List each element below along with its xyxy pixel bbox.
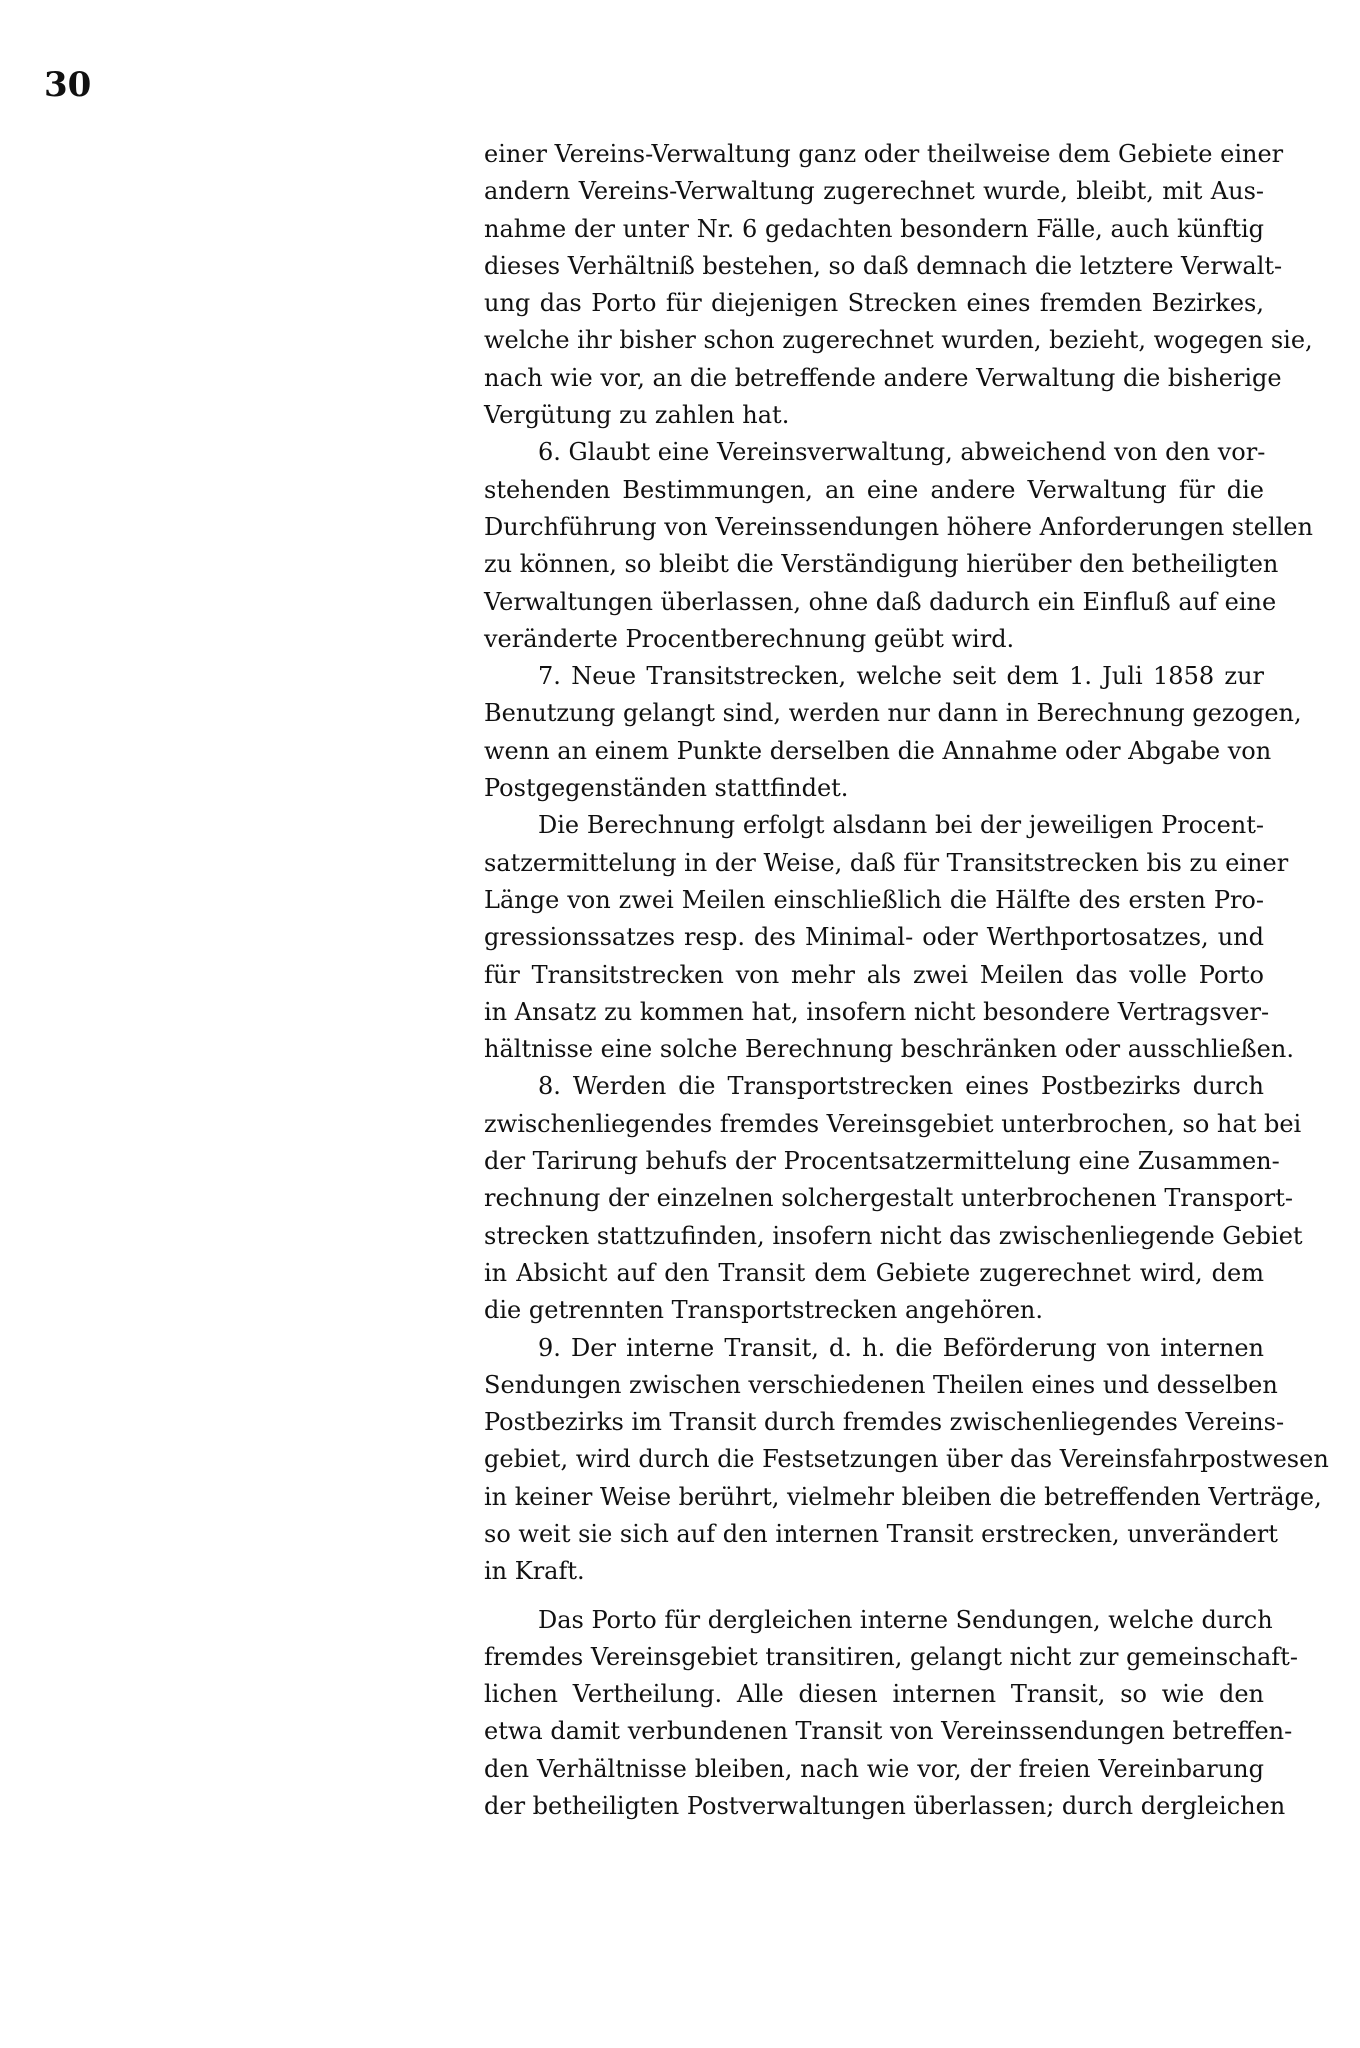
text-line: stehenden Bestimmungen, an eine andere Verwaltung für die <box>484 475 1264 504</box>
text-line: der Tarirung behufs der Procentsatzermittelung eine Zusammen- <box>484 1147 1280 1176</box>
text-line: rechnung der einzelnen solchergestalt unterbrochenen Transport- <box>484 1184 1293 1213</box>
text-line: ung das Porto für diejenigen Strecken eines fremden Bezirkes, <box>484 289 1264 318</box>
text-line: Verwaltungen überlassen, ohne daß dadurch ein Einfluß auf eine <box>484 587 1277 616</box>
text-line: dieses Verhältniß bestehen, so daß demnach die letztere Verwalt- <box>484 251 1283 280</box>
text-line: die getrennten Transportstrecken angehören. <box>484 1296 1044 1325</box>
text-line: in keiner Weise berührt, vielmehr bleiben die betreffenden Verträge, <box>484 1482 1322 1511</box>
text-line: für Transitstrecken von mehr als zwei Meilen das volle Porto <box>484 960 1264 989</box>
text-line: Durchführung von Vereinssendungen höhere Anforderungen stellen <box>484 512 1313 541</box>
text-line: gressionssatzes resp. des Minimal- oder Werthportosatzes, und <box>484 923 1264 952</box>
text-line: 7. Neue Transitstrecken, welche seit dem 1. Juli 1858 zur <box>538 662 1264 691</box>
text-line: hältnisse eine solche Berechnung beschränken oder ausschließen. <box>484 1035 1294 1064</box>
text-line: der betheiligten Postverwaltungen überlassen; durch dergleichen <box>484 1792 1286 1821</box>
text-line: so weit sie sich auf den internen Transit erstrecken, unverändert <box>484 1519 1278 1548</box>
text-line: satzermittelung in der Weise, daß für Transitstrecken bis zu einer <box>484 848 1289 877</box>
text-line: welche ihr bisher schon zugerechnet wurden, bezieht, wogegen sie, <box>484 326 1313 355</box>
text-line: 9. Der interne Transit, d. h. die Beförderung von internen <box>538 1333 1264 1362</box>
text-line: zwischenliegendes fremdes Vereinsgebiet unterbrochen, so hat bei <box>484 1109 1302 1138</box>
text-line: veränderte Procentberechnung geübt wird. <box>484 624 1015 653</box>
paragraph-spacer <box>484 1591 1264 1602</box>
text-line: andern Vereins-Verwaltung zugerechnet wurde, bleibt, mit Aus- <box>484 177 1264 206</box>
text-line: wenn an einem Punkte derselben die Annahme oder Abgabe von <box>484 736 1272 765</box>
text-line: Postgegenständen stattfindet. <box>484 774 849 803</box>
text-line: Das Porto für dergleichen interne Sendungen, welche durch <box>538 1605 1273 1634</box>
text-line: in Ansatz zu kommen hat, insofern nicht besondere Vertragsver- <box>484 997 1270 1026</box>
text-line: Die Berechnung erfolgt alsdann bei der jeweiligen Procent- <box>538 811 1264 840</box>
page-number: 30 <box>44 65 92 105</box>
text-line: Benutzung gelangt sind, werden nur dann in Berechnung gezogen, <box>484 699 1302 728</box>
text-line: nahme der unter Nr. 6 gedachten besondern Fälle, auch künftig <box>484 214 1264 243</box>
text-line: Sendungen zwischen verschiedenen Theilen eines und desselben <box>484 1370 1278 1399</box>
text-line: lichen Vertheilung. Alle diesen internen Transit, so wie den <box>484 1680 1264 1709</box>
text-line: Vergütung zu zahlen hat. <box>484 401 790 430</box>
text-line: 8. Werden die Transportstrecken eines Postbezirks durch <box>538 1072 1264 1101</box>
text-line: in Kraft. <box>484 1557 585 1586</box>
text-line: nach wie vor, an die betreffende andere Verwaltung die bisherige <box>484 363 1282 392</box>
text-line: den Verhältnisse bleiben, nach wie vor, der freien Vereinbarung <box>484 1754 1264 1783</box>
text-line: Länge von zwei Meilen einschließlich die Hälfte des ersten Pro- <box>484 885 1264 914</box>
body-text <box>484 136 1329 1825</box>
text-line: Postbezirks im Transit durch fremdes zwischenliegendes Vereins- <box>484 1408 1285 1437</box>
text-line: 6. Glaubt eine Vereinsverwaltung, abweichend von den vor- <box>538 438 1266 467</box>
text-line: strecken stattzufinden, insofern nicht das zwischenliegende Gebiet <box>484 1221 1303 1250</box>
text-line: zu können, so bleibt die Verständigung hierüber den betheiligten <box>484 550 1279 579</box>
text-line: gebiet, wird durch die Festsetzungen über das Vereinsfahrpostwesen <box>484 1445 1329 1474</box>
text-line: in Absicht auf den Transit dem Gebiete zugerechnet wird, dem <box>484 1258 1264 1287</box>
text-line: fremdes Vereinsgebiet transitiren, gelangt nicht zur gemeinschaft- <box>484 1642 1298 1671</box>
text-line: einer Vereins-Verwaltung ganz oder theilweise dem Gebiete einer <box>484 140 1284 168</box>
text-line: etwa damit verbundenen Transit von Vereinssendungen betreffen- <box>484 1717 1293 1746</box>
